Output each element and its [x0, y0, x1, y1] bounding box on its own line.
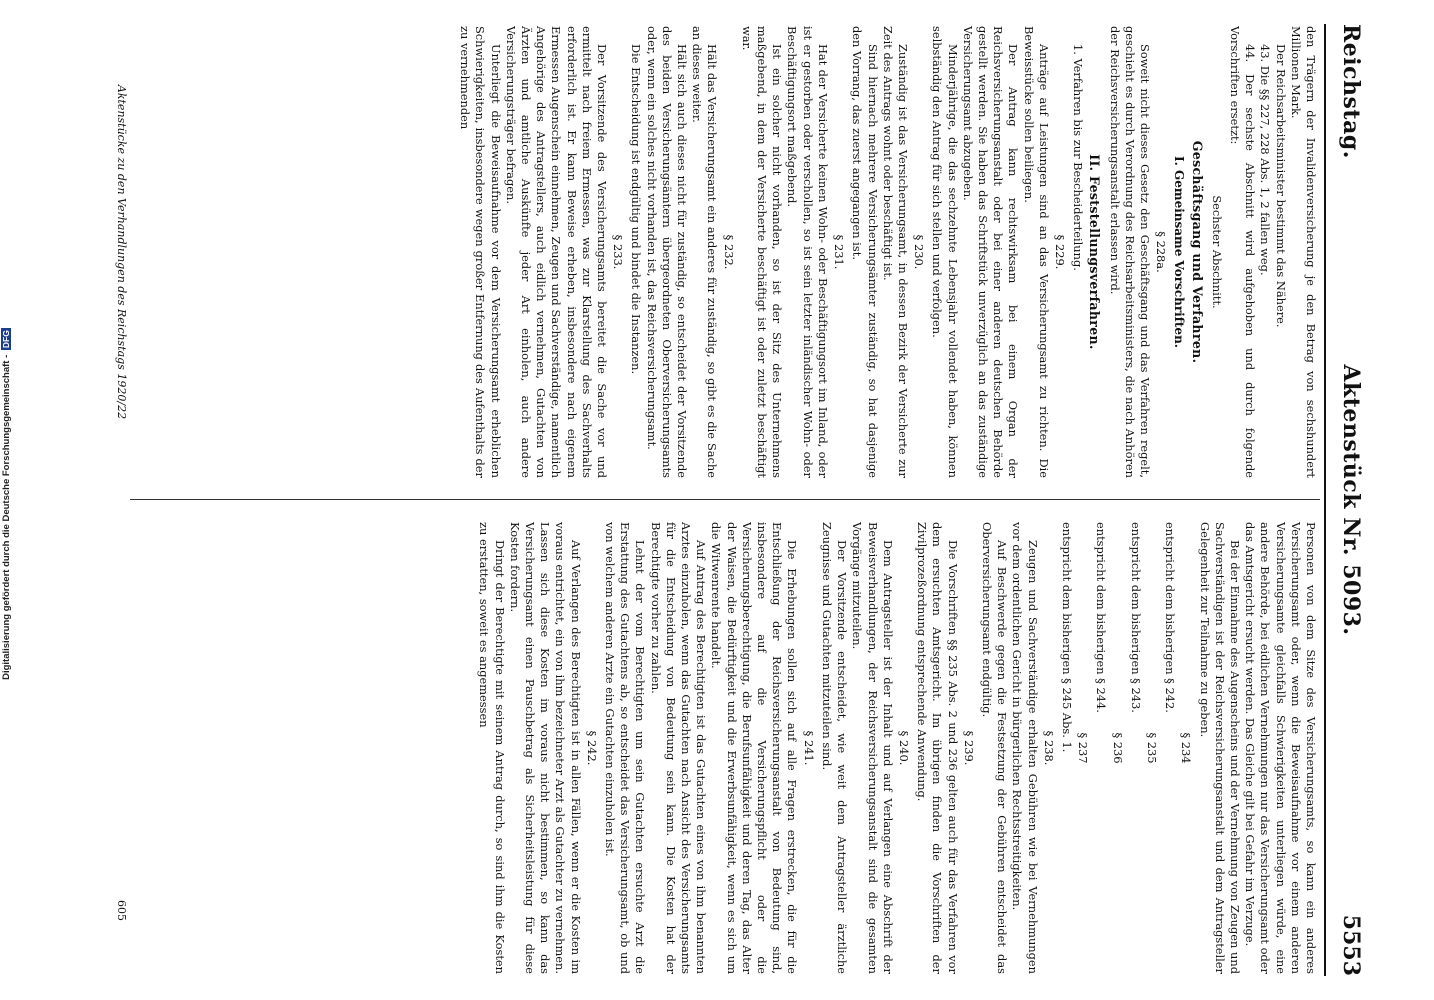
section-heading: Sechster Abschnitt.: [1209, 195, 1224, 309]
paragraph: Ist ein solcher nicht vorhanden, so ist der Sitz des Unternehmens maßgebend, in dem der Versicherte beschäftigt ist oder zuletzt beschäftigt war.: [739, 26, 785, 478]
credit-text: Digitalisierung gefördert durch die Deutsche Forschungsgemeinschaft -: [1, 354, 12, 680]
header-page-number: 5553: [1338, 914, 1364, 976]
section-heading: I. Gemeinsame Vorschriften.: [1172, 156, 1187, 348]
document-page: [72, 0, 1372, 1000]
paragraph: Auf Verlangen des Berechtigten ist in allen Fällen, wenn er die Kosten im voraus entrichtet, ein von ihm bezeichneter Arzt als Gutachter zu vernehmen. Lassen sich diese Kosten im voraus nicht bestimmen, so kann das Versicherungsamt einen Pauschbetrag als Sicherheitsleistung für diese Kosten fordern.: [507, 522, 583, 974]
paragraph: Sind hiernach mehrere Versicherungsämter zuständig, so hat dasjenige den Vorrang, das zuerst angegangen ist.: [850, 26, 880, 478]
paragraph-number: § 233.: [611, 234, 626, 270]
paragraph: Die Vorschriften §§ 235 Abs. 2 und 236 gelten auch für das Verfahren vor dem ersuchten Amtsgericht. Im übrigen finden die Vorschriften der Zivilprozeßordnung entsprechende Anwendung.: [915, 522, 960, 974]
paragraph: 43. Die §§ 227, 228 Abs. 1, 2 fallen weg.: [1258, 44, 1273, 276]
paragraph: Auf Antrag des Berechtigten ist das Gutachten eines von ihm benannten Arztes einzuholen, wenn das Gutachten nach Ansicht des Versicherungsamts für die Entscheidung von Bedeutung sein kann. Die Kosten hat der Berechtigte vorher zu zahlen.: [648, 522, 709, 974]
paragraph-number: § 230.: [912, 234, 927, 270]
paragraph: den Trägern der Invalidenversicherung je den Betrag von sechshundert Millionen Mark.: [1288, 26, 1318, 478]
paragraph: entspricht dem bisherigen § 245 Abs. 1.: [1059, 522, 1074, 753]
paragraph-number: § 238.: [1041, 730, 1056, 766]
paragraph: Soweit nicht dieses Gesetz den Geschäftsgang und das Verfahren regelt, geschieht es durch Verordnung des Reichsarbeitsministers, die nach Anhören der Reichsversicherungsanstalt erlassen wird.: [1107, 26, 1152, 478]
paragraph: Minderjährige, die das sechzehnte Lebensjahr vollendet haben, können selbständig den Antrag für sich stellen und verfolgen.: [930, 26, 960, 478]
paragraph: Hält sich auch dieses nicht für zuständig, so entscheidet der Vorsitzende des beiden Versicherungsämtern übergeordneten Oberversicherungsamts oder, wenn ein solches nicht vorhanden ist, das Reichsversicherungsamt.: [644, 26, 690, 478]
paragraph: Der Vorsitzende entscheidet, wie weit dem Antragsteller ärztliche Zeugnisse und Gutachten mitzuteilen sind.: [819, 522, 850, 974]
paragraph: Auf Beschwerde gegen die Festsetzung der Gebühren entscheidet das Oberversicherungsamt endgültig.: [979, 522, 1010, 974]
section-heading: II. Feststellungsverfahren.: [1087, 154, 1103, 350]
paragraph: Unterliegt die Beweisaufnahme vor dem Versicherungsamt erheblichen Schwierigkeiten, insbesondere wegen großer Entfernung des Aufenthalts der zu vernehmenden: [458, 26, 503, 478]
paragraph-number: § 236: [1110, 732, 1125, 764]
paragraph-number: § 232.: [721, 234, 736, 270]
header-document-number: Aktenstück Nr. 5093.: [1338, 364, 1364, 636]
section-heading: Geschäftsgang und Verfahren.: [1189, 140, 1205, 364]
header-reichstag: Reichstag.: [1338, 24, 1364, 159]
paragraph: Zeugen und Sachverständige erhalten Gebühren wie bei Vernehmungen vor dem ordentlichen Gericht in bürgerlichen Rechtsstreitigkeiten.: [1010, 522, 1040, 974]
footer-page-number: 605: [115, 900, 128, 921]
dfg-logo: DFG: [1, 330, 11, 349]
paragraph: Zuständig ist das Versicherungsamt, in dessen Bezirk der Versicherte zur Zeit des Antrags wohnt oder beschäftigt ist.: [880, 26, 910, 478]
paragraph: Die Erhebungen sollen sich auf alle Fragen erstrecken, die für die Entschließung der Reichsversicherungsanstalt von Bedeutung sind, insbesondere auf die Versicherungspflicht oder die Versicherungsberechtigung, die Berufsunfähigkeit und deren Tag, das Alter der Waisen, die Bedürftigkeit und die Erwerbsunfähigkeit, wenn es sich um die Witwenrente handelt.: [709, 522, 800, 974]
paragraph-number: § 239.: [961, 730, 976, 766]
paragraph: entspricht dem bisherigen § 244.: [1094, 522, 1109, 713]
paragraph: Personen von dem Sitze des Versicherungsamts, so kann ein anderes Versicherungsamt oder, wenn die Beweisaufnahme vor einem anderen Versicherungsamte gleichfalls Schwierigkeiten unterliegen würde, eine andere Behörde, bei eidlichen Vernehmungen nur das Versicherungsamt oder das Amtsgericht ersucht werden. Das Gleiche gilt bei Gefahr im Verzuge.: [1243, 522, 1318, 974]
left-column: [133, 26, 1318, 478]
right-column: [133, 522, 1318, 974]
paragraph-number: § 242.: [584, 730, 599, 766]
paragraph: Die Entscheidung ist endgültig und bindet die Instanzen.: [629, 44, 644, 375]
paragraph-number: § 237: [1076, 732, 1091, 764]
paragraph-number: § 241.: [801, 730, 816, 766]
paragraph: Der Antrag kann rechtswirksam bei einem Organ der Reichsversicherungsanstalt oder bei einer anderen deutschen Behörde gestellt werden. Sie haben das Schriftstück unverzüglich an das zuständige Versicherungsamt abzugeben.: [960, 26, 1021, 478]
paragraph-number: § 235: [1144, 732, 1159, 764]
paragraph: Dem Antragsteller ist der Inhalt und auf Verlangen eine Abschrift der Beweisverhandlungen, der Reichsversicherungsanstalt sind die gesamten Vorgänge mitzuteilen.: [850, 522, 895, 974]
paragraph: Der Reichsarbeitsminister bestimmt das Nähere.: [1273, 44, 1288, 328]
header-rule: [1324, 24, 1326, 976]
paragraph: Der Vorsitzende des Versicherungsamts bereitet die Sache vor und ermittelt nach freiem Ermessen, was zur Klarstellung des Sachverhalts erforderlich ist. Er kann Beweise erheben, insbesondere nach eigenem Ermessen Augenschein einnehmen, Zeugen und Sachverständige, namentlich Angehörige des Antragstellers, auch eidlich vernehmen, Gutachten von Ärzten und amtliche Auskünfte jeder Art einholen, auch andere Versicherungsträger befragen.: [503, 26, 610, 478]
paragraph-number: § 229.: [1052, 234, 1067, 270]
paragraph: 44. Der sechste Abschnitt wird aufgehoben und durch folgende Vorschriften ersetzt:: [1227, 26, 1258, 478]
paragraph: Hat der Versicherte keinen Wohn- oder Beschäftigungsort im Inland, oder ist er gestorben oder verschollen, so ist sein letzter inländischer Wohn- oder Beschäftigungsort maßgebend.: [785, 26, 830, 478]
credit-strip: [0, 0, 20, 1000]
column-divider: [130, 499, 1320, 500]
paragraph-number: § 231.: [832, 234, 847, 270]
page-header: [1328, 24, 1368, 976]
paragraph: entspricht dem bisherigen § 243.: [1128, 522, 1143, 713]
paragraph: Anträge auf Leistungen sind an das Versicherungsamt zu richten. Die Beweisstücke sollen beiliegen.: [1021, 26, 1051, 478]
sub-heading: 1. Verfahren bis zur Bescheiderteilung.: [1071, 44, 1086, 271]
paragraph-number: § 228a.: [1154, 231, 1169, 273]
paragraph: Bei der Einnahme des Augenscheins und der Vernehmung von Zeugen und Sachverständigen ist der Reichsversicherungsanstalt und dem Antragsteller Gelegenheit zur Teilnahme zu geben.: [1197, 522, 1242, 974]
digitization-credit: [1, 14, 19, 994]
paragraph: Hält das Versicherungsamt ein anderes für zuständig, so gibt es die Sache an dieses weiter.: [690, 26, 720, 478]
footer-note: Aktenstücke zu den Verhandlungen des Reichstags 1920/22: [115, 84, 128, 420]
paragraph: Lehnt der vom Berechtigten um sein Gutachten ersuchte Arzt die Erstattung des Gutachtens ab, so entscheidet das Versicherungsamt, ob und von welchem anderen Arzte ein Gutachten einzuholen ist.: [603, 522, 648, 974]
paragraph: entspricht dem bisherigen § 242.: [1163, 522, 1178, 713]
paragraph: Dringt der Berechtigte mit seinem Antrag durch, so sind ihm die Kosten zu erstatten, soweit es angemessen: [477, 522, 507, 974]
paragraph-number: § 240.: [896, 730, 911, 766]
paragraph-number: § 234: [1179, 732, 1194, 764]
